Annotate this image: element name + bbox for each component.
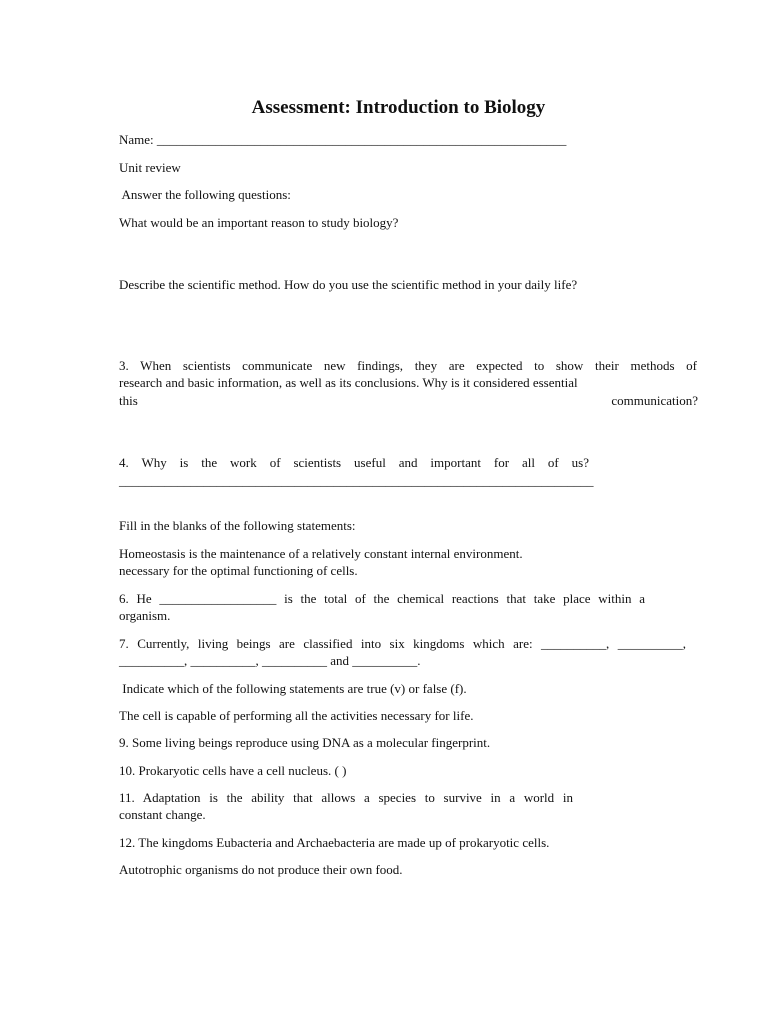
question-3-line-3-right: communication? [611,393,698,408]
question-3-line-2: research and basic information, as well as its conclusions. Why is it considered essential [119,375,578,390]
statement-homeostasis-line-1: Homeostasis is the maintenance of a relatively constant internal environment. [119,546,523,561]
true-false-instructions: Indicate which of the following statements are true (v) or false (f). [119,681,467,696]
question-1: What would be an important reason to study biology? [119,215,399,230]
statement-11-line-1: 11. Adaptation is the ability that allows a species to survive in a world in [119,790,573,805]
question-4: 4. Why is the work of scientists useful and important for all of us? [119,455,589,470]
statement-6-line-1: 6. He __________________ is the total of the chemical reactions that take place within a [119,591,645,606]
question-4-answer-line: _________________________________________________________________________ [119,473,594,488]
statement-10: 10. Prokaryotic cells have a cell nucleus. ( ) [119,763,347,778]
statement-7-line-1: 7. Currently, living beings are classified into six kingdoms which are: __________, __________, [119,636,686,651]
question-2: Describe the scientific method. How do you use the scientific method in your daily life? [119,277,578,292]
statement-11-line-2: constant change. [119,807,206,822]
statement-9: 9. Some living beings reproduce using DNA as a molecular fingerprint. [119,735,491,750]
page-title: Assessment: Introduction to Biology [251,97,546,118]
statement-12: 12. The kingdoms Eubacteria and Archaebacteria are made up of prokaryotic cells. [119,835,550,850]
question-3-line-1: 3. When scientists communicate new findings, they are expected to show their methods of [119,358,697,373]
statement-homeostasis-line-2: necessary for the optimal functioning of cells. [119,563,358,578]
statement-8: The cell is capable of performing all the activities necessary for life. [119,708,474,723]
name-field-line: Name: _______________________________________________________________ [119,132,567,147]
statement-7-line-2: __________, __________, __________ and __________. [119,653,421,668]
unit-review-heading: Unit review [119,160,181,175]
answer-instructions: Answer the following questions: [119,187,291,202]
statement-13: Autotrophic organisms do not produce their own food. [119,862,403,877]
question-3-line-3-left: this [119,393,138,408]
fill-in-instructions: Fill in the blanks of the following statements: [119,518,356,533]
statement-6-line-2: organism. [119,608,171,623]
